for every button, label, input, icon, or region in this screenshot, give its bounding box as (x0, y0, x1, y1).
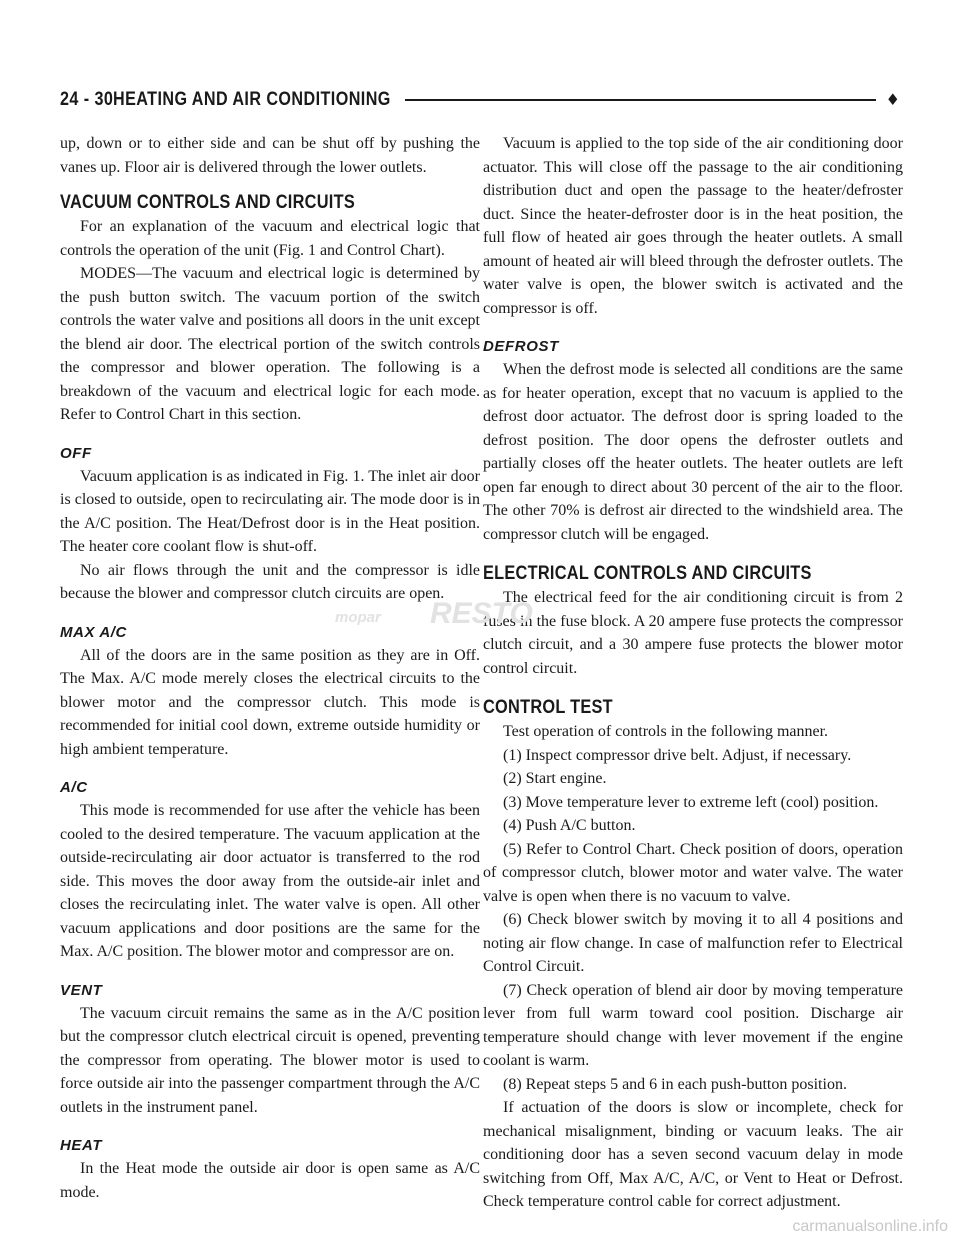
control-step: (1) Inspect compressor drive belt. Adjust, if necessary. (503, 746, 852, 764)
chapter-title: HEATING AND AIR CONDITIONING (112, 89, 391, 110)
subheading-max-ac: MAX A/C (60, 623, 127, 641)
control-step: (4) Push A/C button. (503, 817, 636, 834)
subheading-defrost: DEFROST (483, 338, 559, 355)
watermark-left-text: mopar (335, 609, 381, 626)
subheading-vent: VENT (60, 981, 103, 999)
section-heading-vacuum-controls: VACUUM CONTROLS AND CIRCUITS (60, 192, 355, 213)
control-step: (3) Move temperature lever to extreme left (cool) position. (503, 793, 879, 811)
intro-paragraph: up, down or to either side and can be shut off by pushing the vanes up. Floor air is delivered through the lower outlets. (60, 135, 480, 176)
subheading-ac: A/C (60, 779, 88, 796)
header-rule (405, 99, 875, 101)
footer-site-link[interactable]: carmanualsonline.info (792, 1218, 948, 1235)
right-column (483, 132, 903, 1214)
page-number: 24 - 30 (60, 89, 114, 110)
electrical-paragraph: The electrical feed for the air conditioning circuit is from 2 fuses in the fuse block. A 20 ampere fuse protects the compressor clutch circuit, and a 30 ampere fuse protects the blower motor control circuit. (483, 589, 903, 677)
defrost-paragraph: When the defrost mode is selected all conditions are the same as for heater operation, except that no vacuum is applied to the defrost door actuator. The defrost door is spring loaded to the defrost position. The door opens the defroster outlets and partially closes off the heater outlets. The heater outlets are left open far enough to direct about 30 percent of the air to the floor. The other 70% is defrost air directed to the windshield area. The compressor clutch will be engaged. (483, 361, 903, 543)
max-ac-paragraph: All of the doors are in the same position as they are in Off. The Max. A/C mode merely closes the electrical circuits to the blower motor and the compressor clutch. This mode is recommended for initial cool down, extreme outside humidity or high ambient temperature. (60, 646, 480, 758)
off-paragraph-2: No air flows through the unit and the compressor is idle because the blower and compressor clutch circuits are open. (60, 561, 480, 602)
heat-paragraph: In the Heat mode the outside air door is open same as A/C mode. (60, 1160, 480, 1201)
control-step: (8) Repeat steps 5 and 6 in each push-button position. (503, 1075, 847, 1093)
vent-paragraph: The vacuum circuit remains the same as in the A/C position but the compressor clutch electrical circuit is opened, preventing the compressor from operating. The blower motor is used to force outside air into the passenger compartment through the A/C outlets in the instrument panel. (60, 1004, 480, 1116)
control-step: (6) Check blower switch by moving it to all 4 positions and noting air flow change. In case of malfunction refer to Electrical Control Circuit. (483, 911, 903, 975)
control-step: (7) Check operation of blend air door by moving temperature lever from full warm toward cool position. Discharge air temperature should change with lever movement if the engine coolant is warm. (483, 981, 903, 1069)
subheading-off: OFF (60, 444, 92, 462)
heat-continued-paragraph: Vacuum is applied to the top side of the air conditioning door actuator. This will close off the passage to the air conditioning distribution duct and open the passage to the heater/defroster duct. Since the heater-defroster door is in the heat position, the full flow of heated air goes through the heater outlets. A small amount of heated air will bleed through the defroster outlets. The water valve is open, the blower switch is activated and the compressor is off. (483, 135, 903, 317)
final-paragraph: If actuation of the doors is slow or incomplete, check for mechanical misalignment, binding or vacuum leaks. The air conditioning door has a seven second vacuum delay in mode switching from Off, Max A/C, A/C, or Vent to Heat or Defrost. Check temperature control cable for correct adjustment. (483, 1099, 903, 1210)
control-step: (5) Refer to Control Chart. Check position of doors, operation of compressor clutch, blower motor and water valve. The water valve is open when there is no vacuum to valve. (483, 840, 903, 905)
watermark-right-text: RESTO (430, 597, 533, 630)
section-heading-control-test: CONTROL TEST (483, 697, 613, 718)
section-heading-electrical-controls: ELECTRICAL CONTROLS AND CIRCUITS (483, 563, 812, 584)
control-test-intro: Test operation of controls in the following manner. (503, 723, 829, 740)
off-paragraph-1: Vacuum application is as indicated in Fig. 1. The inlet air door is closed to outside, open to recirculating air. The mode door is in the A/C position. The Heat/Defrost door is in the Heat position. The heater core coolant flow is shut-off. (60, 467, 480, 555)
modes-paragraph: MODES—The vacuum and electrical logic is determined by the push button switch. The vacuum portion of the switch controls the water valve and positions all doors in the unit except the blend air door. The electrical portion of the switch controls the compressor and blower operation. The following is a breakdown of the vacuum and electrical logic for each mode. Refer to Control Chart in this section. (60, 265, 480, 423)
vacuum-paragraph: For an explanation of the vacuum and electrical logic that controls the operation of the unit (Fig. 1 and Control Chart). (60, 218, 480, 259)
control-step: (2) Start engine. (503, 770, 607, 787)
left-column (60, 132, 480, 1204)
subheading-heat: HEAT (60, 1137, 103, 1154)
page-header (60, 86, 900, 114)
diamond-icon: ♦ (885, 90, 900, 109)
ac-paragraph: This mode is recommended for use after the vehicle has been cooled to the desired temperature. The vacuum application at the outside-recirculating air door actuator is transferred to the rod side. This moves the door away from the outside-air inlet and closes the recirculating inlet. The water valve is open. All other vacuum applications and door positions are the same for the Max. A/C position. The blower motor and compressor are on. (60, 802, 480, 960)
